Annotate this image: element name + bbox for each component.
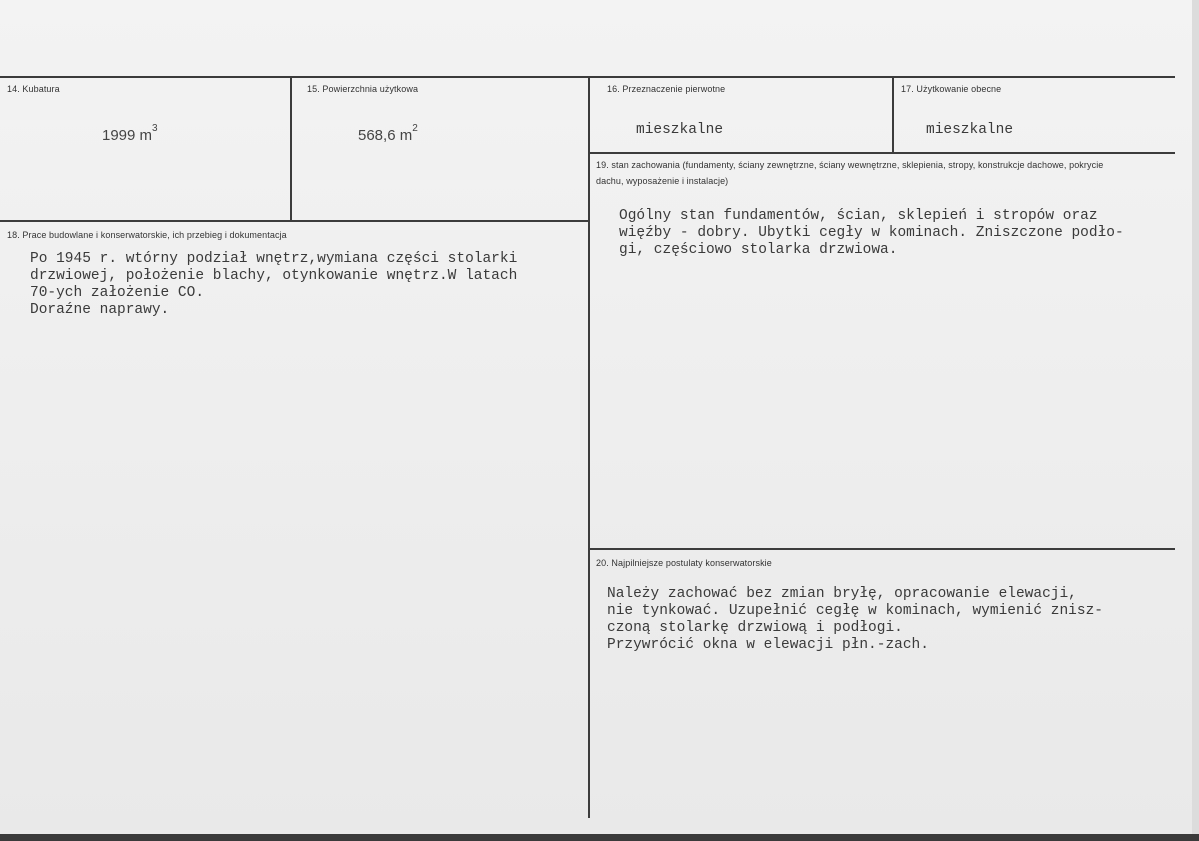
field-20-label: 20. Najpilniejsze postulaty konserwatorskie <box>596 558 772 568</box>
field-15-unit-exponent: 2 <box>412 123 418 134</box>
field-15-value <box>358 123 418 144</box>
field-17-label: 17. Użytkowanie obecne <box>901 84 1002 94</box>
row-divider-right-mid <box>590 548 1175 550</box>
field-14-number: 1999 m <box>102 127 153 144</box>
center-divider <box>588 77 590 818</box>
card-edge-right <box>1192 0 1199 841</box>
field-16-value: mieszkalne <box>636 122 724 138</box>
divider-14-15 <box>290 77 292 221</box>
field-20-text: Należy zachować bez zmian bryłę, opracowanie elewacji, nie tynkować. Uzupełnić cegłę w kominach, wymienić znisz- czoną stolarkę drzwiową i podłogi. Przywrócić okna w elewacji płn.-zach. <box>607 586 1103 653</box>
row-divider-left <box>0 220 589 222</box>
field-19-label: 19. stan zachowania (fundamenty, ściany zewnętrzne, ściany wewnętrzne, sklepienia, stropy, konstrukcje dachowe, pokrycie dachu, wyposażenie i instalacje) <box>596 160 1104 186</box>
field-14-label: 14. Kubatura <box>7 84 60 94</box>
card-edge-bottom <box>0 834 1199 841</box>
field-18-label: 18. Prace budowlane i konserwatorskie, ich przebieg i dokumentacja <box>7 230 287 240</box>
field-14-value <box>102 123 158 144</box>
field-17-value: mieszkalne <box>926 122 1014 138</box>
row-divider-right-top <box>590 152 1175 154</box>
field-14-unit-exponent: 3 <box>152 123 158 134</box>
field-15-number: 568,6 m <box>358 127 413 144</box>
field-16-label: 16. Przeznaczenie pierwotne <box>607 84 726 94</box>
divider-16-17 <box>892 77 894 153</box>
field-19-text: Ogólny stan fundamentów, ścian, sklepień i stropów oraz więźby - dobry. Ubytki cegły w kominach. Zniszczone podło- gi, częściowo stolarka drzwiowa. <box>619 208 1124 258</box>
field-15-label: 15. Powierzchnia użytkowa <box>307 84 419 94</box>
field-18-text: Po 1945 r. wtórny podział wnętrz,wymiana części stolarki drzwiowej, położenie blachy, otynkowanie wnętrz.W latach 70-ych założenie CO. Doraźne naprawy. <box>30 251 518 318</box>
